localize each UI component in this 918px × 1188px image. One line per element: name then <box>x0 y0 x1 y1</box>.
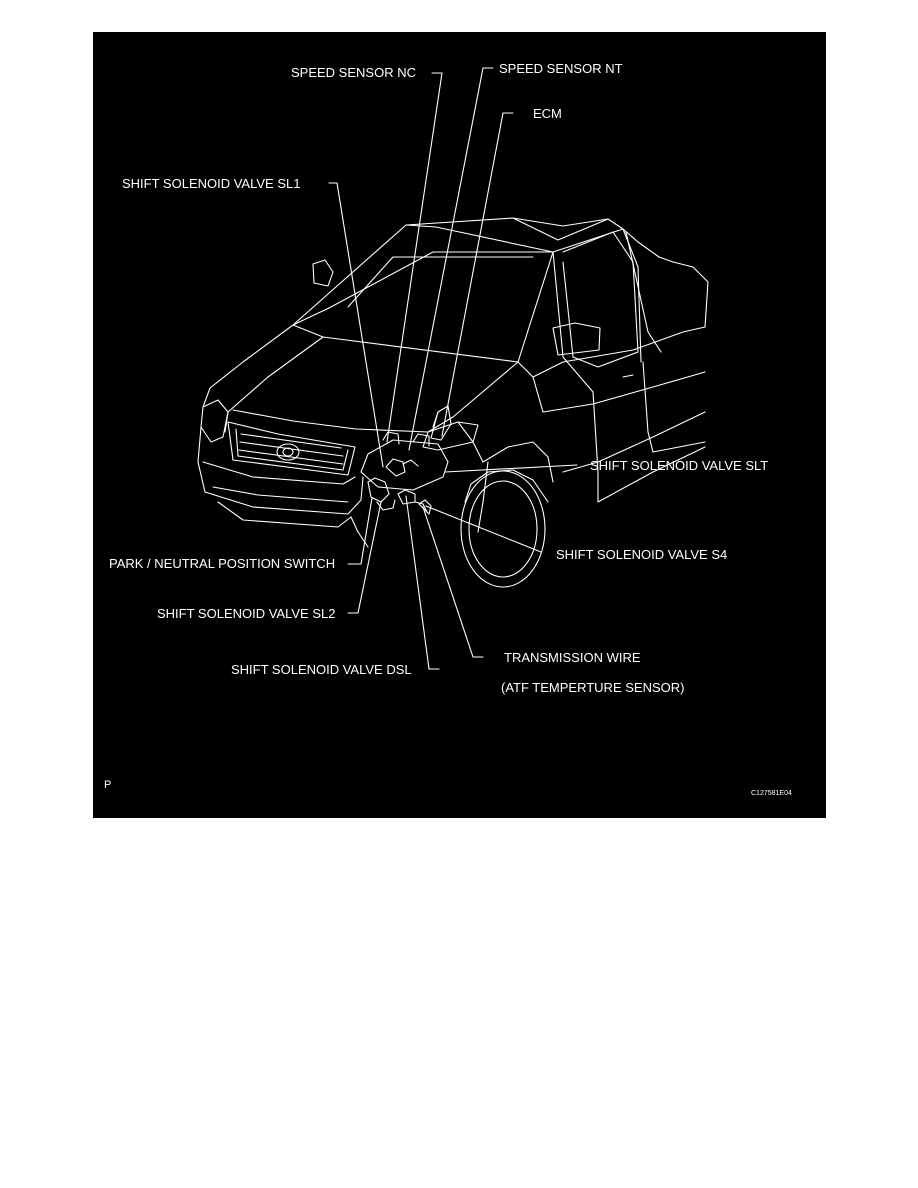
label-shift-solenoid-s4: SHIFT SOLENOID VALVE S4 <box>556 547 728 562</box>
label-shift-solenoid-dsl: SHIFT SOLENOID VALVE DSL <box>231 662 412 677</box>
vehicle-outline <box>198 218 708 587</box>
label-park-neutral-switch: PARK / NEUTRAL POSITION SWITCH <box>109 556 336 571</box>
label-shift-solenoid-sl2: SHIFT SOLENOID VALVE SL2 <box>157 606 336 621</box>
leader-lines <box>329 68 577 669</box>
label-speed-sensor-nt: SPEED SENSOR NT <box>499 61 623 76</box>
label-shift-solenoid-slt: SHIFT SOLENOID VALVE SLT <box>590 458 769 473</box>
vehicle-illustration <box>93 32 826 818</box>
label-speed-sensor-nc: SPEED SENSOR NC <box>291 65 416 80</box>
panel-letter: P <box>104 779 112 791</box>
label-transmission-wire: TRANSMISSION WIRE <box>504 650 641 665</box>
label-atf-sensor: (ATF TEMPERTURE SENSOR) <box>501 680 685 695</box>
label-shift-solenoid-sl1: SHIFT SOLENOID VALVE SL1 <box>122 176 301 191</box>
diagram-panel <box>93 32 826 818</box>
label-ecm: ECM <box>533 106 562 121</box>
figure-code: C127581E04 <box>751 790 792 797</box>
